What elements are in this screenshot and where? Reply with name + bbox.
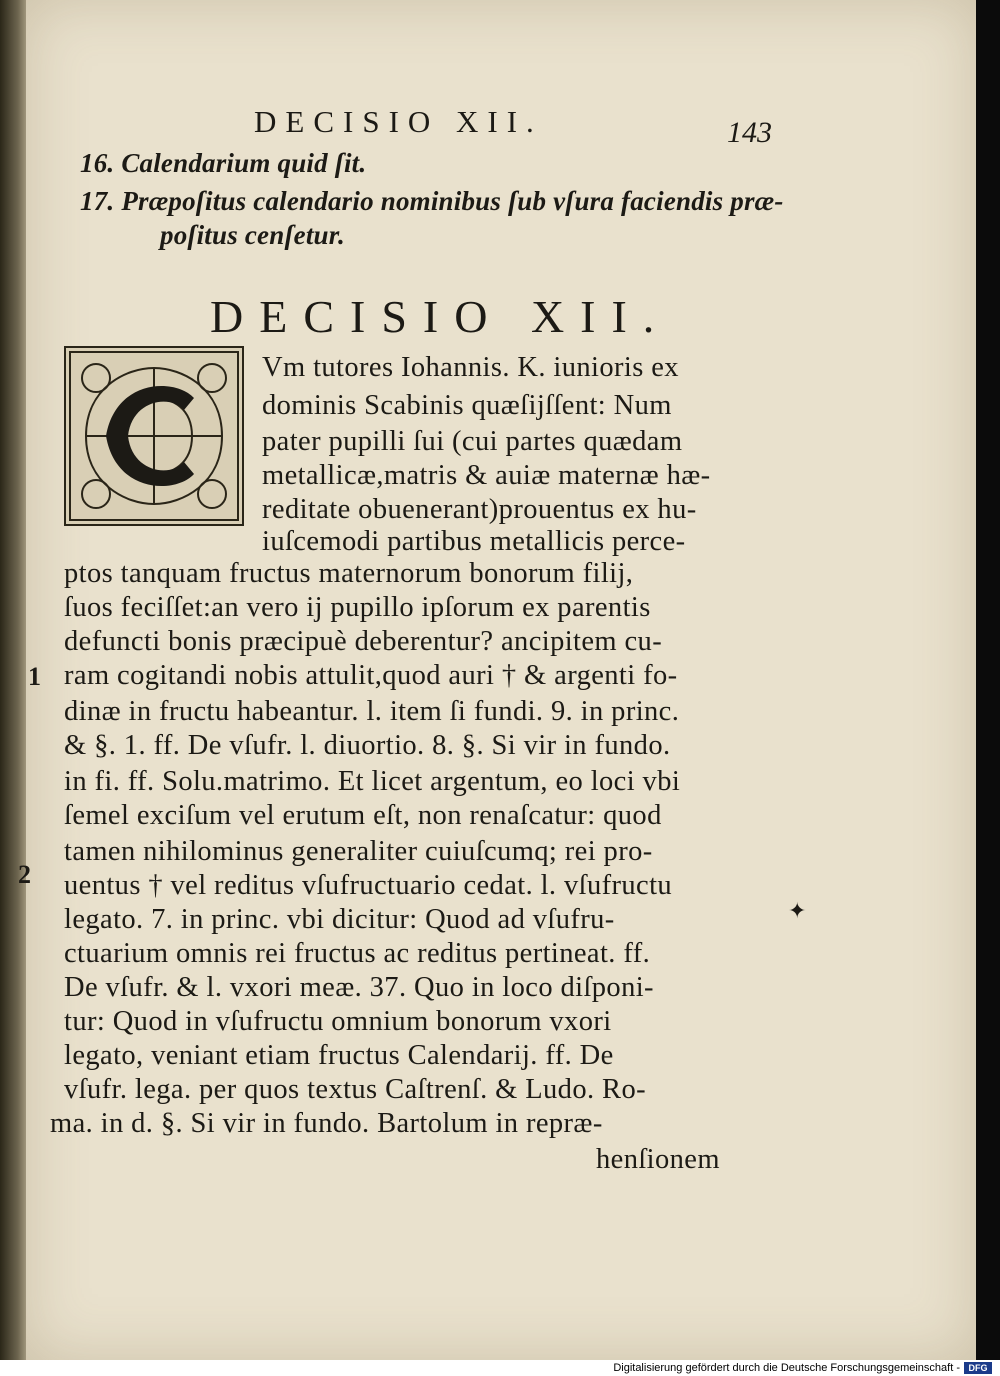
toc-text: poſitus cenſetur. (160, 220, 345, 250)
text-line-3: pater pupilli ſui (cui partes quædam (262, 426, 683, 457)
ink-mark: ✦ (788, 898, 807, 923)
text-line-17: legato. 7. in princ. vbi dicitur: Quod ad vſufru- (64, 904, 615, 935)
toc-entry-16 (80, 148, 366, 179)
toc-number: 16. (80, 148, 115, 178)
margin-number-2: 2 (18, 860, 31, 889)
text-line-22: vſufr. lega. per quos textus Caſtrenſ. & Ludo. Ro- (64, 1074, 646, 1105)
toc-entry-17 (80, 186, 784, 217)
text-line-6: iuſcemodi partibus metallicis perce- (262, 526, 686, 557)
text-line-1: Vm tutores Iohannis. K. iunioris ex (262, 352, 679, 383)
text-line-16: uentus † vel reditus vſufructuario cedat. l. vſufructu (64, 870, 673, 901)
text-line-18: ctuarium omnis rei fructus ac reditus pertineat. ff. (64, 938, 651, 969)
text-line-12: & §. 1. ff. De vſufr. l. diuortio. 8. §. Si vir in fundo. (64, 730, 671, 761)
toc-number: 17. (80, 186, 115, 216)
dfg-logo: DFG (964, 1362, 992, 1374)
text-line-8: ſuos feciſſet:an vero ij pupillo ipſorum ex parentis (64, 592, 651, 623)
text-line-2: dominis Scabinis quæſijſſent: Num (262, 390, 672, 421)
ornament-icon (66, 348, 242, 524)
text-line-4: metallicæ,matris & auiæ maternæ hæ- (262, 460, 711, 491)
section-title: DECISIO XII. (210, 291, 671, 342)
page-number: 143 (727, 116, 772, 149)
running-head: DECISIO XII. (254, 104, 543, 139)
text-line-14: ſemel exciſum vel erutum eſt, non renaſcatur: quod (64, 800, 662, 831)
footer-credit: Digitalisierung gefördert durch die Deutsche Forschungsgemeinschaft - (613, 1362, 960, 1374)
toc-text: Præpoſitus calendario nominibus ſub vſura faciendis præ- (121, 186, 784, 216)
scan-border (976, 0, 1000, 1360)
text-line-23: ma. in d. §. Si vir in fundo. Bartolum in repræ- (50, 1108, 603, 1139)
decorated-initial-c (64, 346, 244, 526)
text-line-21: legato, veniant etiam fructus Calendarij. ff. De (64, 1040, 614, 1071)
catchword: henſionem (596, 1144, 720, 1175)
toc-text: Calendarium quid ſit. (121, 148, 367, 178)
toc-entry-17-continued (160, 220, 345, 251)
margin-number-1: 1 (28, 662, 41, 691)
text-line-5: reditate obuenerant)prouentus ex hu- (262, 494, 697, 525)
text-line-10: ram cogitandi nobis attulit,quod auri † & argenti fo- (64, 660, 678, 691)
text-line-19: De vſufr. & l. vxori meæ. 37. Quo in loco diſponi- (64, 972, 654, 1003)
text-line-13: in fi. ff. Solu.matrimo. Et licet argentum, eo loci vbi (64, 766, 681, 797)
text-line-9: defuncti bonis præcipuè deberentur? ancipitem cu- (64, 626, 663, 657)
text-line-15: tamen nihilominus generaliter cuiuſcumq; rei pro- (64, 836, 653, 867)
text-line-20: tur: Quod in vſufructu omnium bonorum vxori (64, 1006, 612, 1037)
text-line-11: dinæ in fructu habeantur. l. item ſi fundi. 9. in princ. (64, 696, 680, 727)
text-line-7: ptos tanquam fructus maternorum bonorum filij, (64, 558, 634, 589)
